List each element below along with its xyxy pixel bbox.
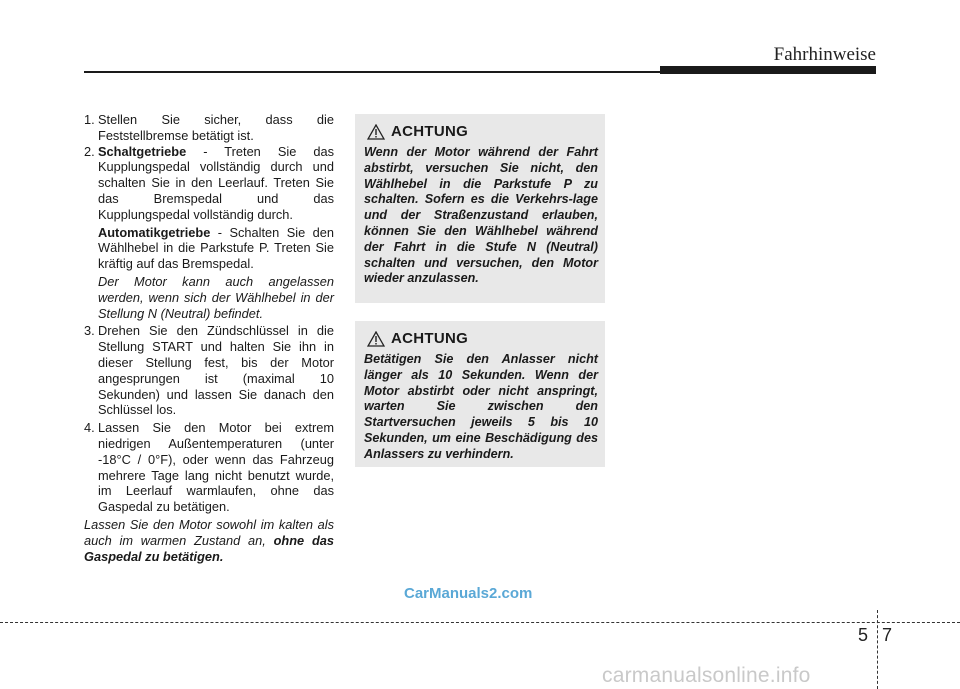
warning-header — [367, 330, 468, 347]
step-number: 1. — [84, 112, 95, 127]
final-paragraph — [84, 517, 334, 564]
warning-box-2 — [355, 321, 605, 467]
step-number: 2. — [84, 143, 95, 159]
step-4 — [84, 420, 334, 515]
chapter-number: 5 — [858, 625, 869, 645]
footer-dashed-rule — [0, 622, 960, 623]
warning-title: ACHTUNG — [391, 123, 469, 140]
automatic-paragraph — [98, 225, 334, 272]
instructions-column — [84, 112, 334, 564]
step-text: Drehen Sie den Zündschlüssel in die Stellung START und halten Sie ihn in dieser Stellung fest, bis der Motor angesprungen ist (maximal 10 Sekunden) und lassen Sie danach den Schlüssel los. — [98, 323, 334, 418]
warning-header — [367, 123, 468, 140]
step-text: Stellen Sie sicher, dass die Feststellbremse betätigt ist. — [98, 112, 334, 143]
header-title: Fahrhinweise — [773, 44, 876, 65]
final-normal: Lassen Sie den Motor sowohl im kalten als auch im warmen Zustand an, — [84, 516, 334, 548]
manual-label: Schaltgetriebe — [98, 143, 187, 159]
warning-triangle-icon — [367, 331, 385, 347]
warning-title: ACHTUNG — [391, 330, 469, 347]
warning-text: Wenn der Motor während der Fahrt abstirbt, versuchen Sie nicht, den Wählhebel in die Parkstufe P zu schalten. Sofern es die Verkehrs-lage und der Straßenzustand erlauben, können Sie den Wählhebel während der Fahrt in die Stufe N (Neutral) schalten und versuchen, den Motor wieder anzulassen. — [364, 145, 598, 286]
warning-triangle-icon — [367, 124, 385, 140]
step-text — [98, 144, 334, 223]
footer-watermark: carmanualsonline.info — [602, 664, 811, 687]
step-2 — [84, 144, 334, 223]
manual-text: - Treten Sie das Kupplungspedal vollständig durch und schalten Sie in den Leerlauf. Treten Sie das Bremspedal und das Kupplungspedal vollständig durch. — [98, 143, 334, 222]
step-text: Lassen Sie den Motor bei extrem niedrigen Außentemperaturen (unter -18°C / 0°F), oder wenn das Fahrzeug mehrere Tage lang nicht benutzt wurde, im Leerlauf warmlaufen, ohne das Gaspedal zu betätigen. — [98, 420, 334, 515]
automatic-text: - Schalten Sie den Wählhebel in die Parkstufe P. Treten Sie kräftig auf das Bremspedal. — [98, 224, 334, 272]
header-rule-thin — [84, 71, 664, 73]
step-number: 3. — [84, 323, 95, 339]
header-rule-thick — [660, 66, 876, 74]
step-1 — [84, 112, 334, 144]
page-number: 7 — [882, 625, 893, 645]
warning-box-1 — [355, 114, 605, 303]
final-bold: ohne das Gaspedal zu betätigen. — [84, 532, 334, 564]
step-3 — [84, 323, 334, 418]
step-number: 4. — [84, 420, 95, 436]
automatic-label: Automatikgetriebe — [98, 224, 211, 240]
watermark-link[interactable]: CarManuals2.com — [404, 585, 533, 602]
page-divider — [877, 610, 878, 689]
warning-text: Betätigen Sie den Anlasser nicht länger als 10 Sekunden. Wenn der Motor abstirbt oder nicht anspringt, warten Sie zwischen den Startversuchen jeweils 5 bis 10 Sekunden, um eine Beschädigung des Anlassers zu verhindern. — [364, 352, 598, 461]
neutral-note: Der Motor kann auch angelassen werden, wenn sich der Wählhebel in der Stellung N (Neutral) befindet. — [98, 273, 334, 321]
